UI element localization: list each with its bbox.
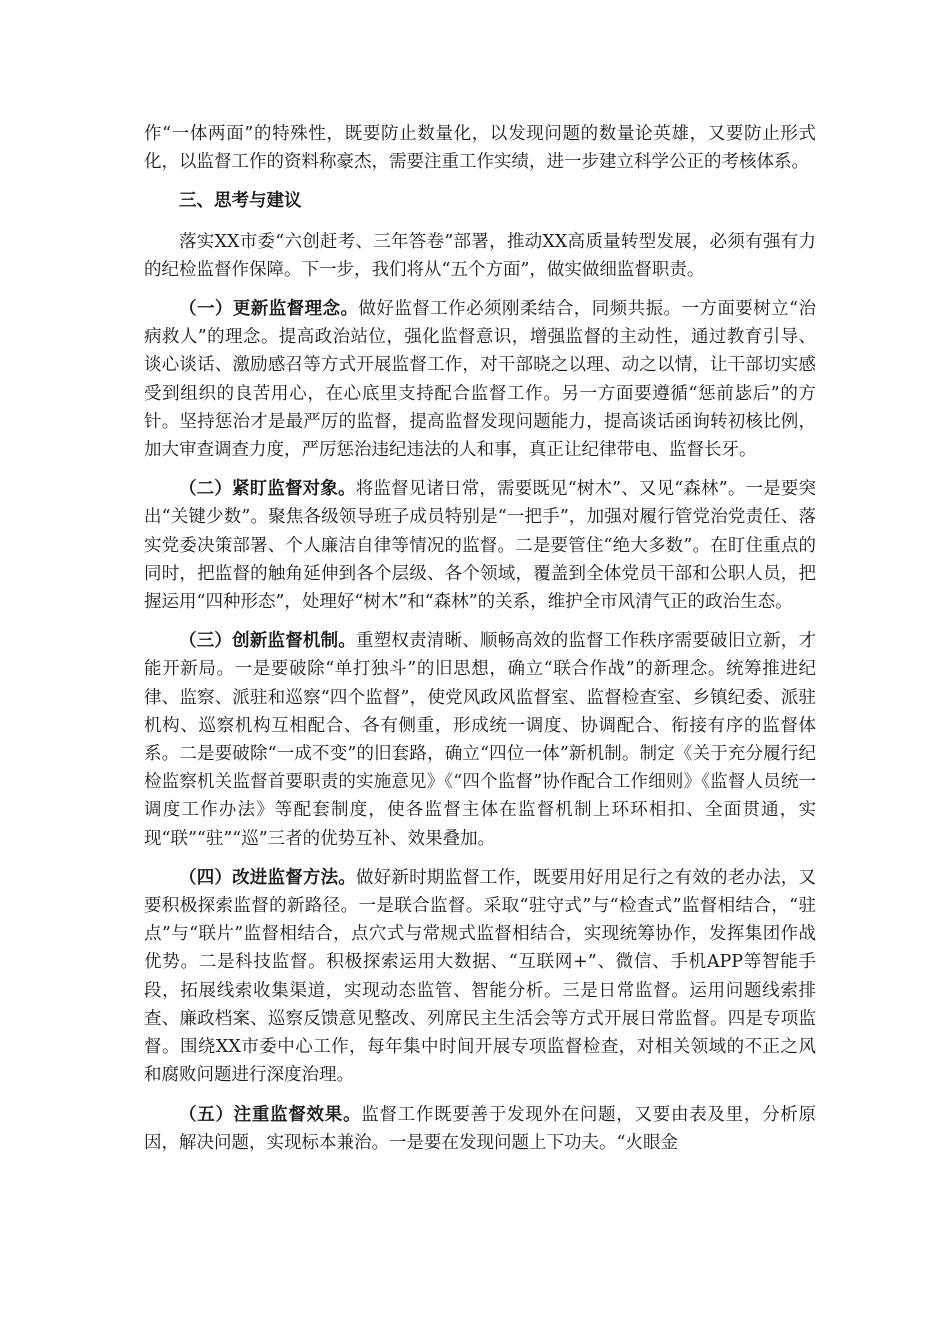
continuation-paragraph: 作“一体两面”的特殊性，既要防止数量化，以发现问题的数量论英雄，又要防止形式化，以监督工作的资料称豪杰，需要注重工作实绩，进一步建立科学公正的考核体系。 xyxy=(144,124,816,173)
item-body: 重塑权责清晰、顺畅高效的监督工作秩序需要破旧立新，才能开新局。一是要破除“单打独斗”的旧思想，确立“联合作战”的新理念。统筹推进纪律、监察、派驻和巡察“四个监督”，使党风政风监督室、监督检查室、乡镇纪委、派驻机构、巡察机构互相配合、各有侧重，形成统一调度、协调配合、衔接有序的监督体系。二是要破除“一成不变”的旧套路，确立“四位一体”新机制。制定《关于充分履行纪检监察机关监督首要职责的实施意见》《“四个监督”协作配合工作细则》《监督人员统一调度工作办法》等配套制度，使各监督主体在监督机制上环环相扣、全面贯通，实现“联”“驻”“巡”三者的优势互补、效果叠加。 xyxy=(144,631,816,849)
item-lead: （四）改进监督方法。 xyxy=(179,867,356,888)
item-body: 做好新时期监督工作，既要用好用足行之有效的老办法，又要积极探索监督的新路径。一是联合监督。采取“驻守式”与“检查式”监督相结合，“驻点”与“联片”监督相结合，点穴式与常规式监督相结合，实现统筹协作，发挥集团作战优势。二是科技监督。积极探索运用大数据、“互联网+”、微信、手机APP等智能手段，拓展线索收集渠道，实现动态监管、智能分析。三是日常监督。运用问题线索排查、廉政档案、巡察反馈意见整改、列席民主生活会等方式开展日常监督。四是专项监督。围绕XX市委中心工作，每年集中时间开展专项监督检查，对相关领域的不正之风和腐败问题进行深度治理。 xyxy=(144,867,816,1086)
item-paragraph-4 xyxy=(144,864,816,1090)
item-lead: （二）紧盯监督对象。 xyxy=(179,479,356,500)
item-paragraph-1 xyxy=(144,295,816,464)
item-lead: （一）更新监督理念。 xyxy=(179,299,359,320)
item-body: 做好监督工作必须刚柔结合，同频共振。一方面要树立“治病救人”的理念。提高政治站位，强化监督意识，增强监督的主动性，通过教育引导、谈心谈话、激励感召等方式开展监督工作，对干部晓之以理、动之以情，让干部切实感受到组织的良苦用心，在心底里支持配合监督工作。另一方面要遵循“惩前毖后”的方针。坚持惩治才是最严厉的监督，提高监督发现问题能力，提高谈话函询转初核比例，加大审查调查力度，严厉惩治违纪违法的人和事，真正让纪律带电、监督长牙。 xyxy=(144,299,817,461)
item-body: 将监督见诸日常，需要既见“树木”、又见“森林”。一是要突出“关键少数”。聚焦各级领导班子成员特别是“一把手”，加强对履行管党治党责任、落实党委决策部署、个人廉洁自律等情况的监督。二是要管住“绝大多数”。在盯住重点的同时，把监督的触角延伸到各个层级、各个领域，覆盖到全体党员干部和公职人员，把握运用“四种形态”，处理好“树木”和“森林”的关系，维护全市风清气正的政治生态。 xyxy=(144,479,816,613)
item-lead: （三）创新监督机制。 xyxy=(179,631,356,652)
item-paragraph-2 xyxy=(144,475,816,616)
item-paragraph-5 xyxy=(144,1101,816,1157)
intro-paragraph: 落实XX市委“六创赶考、三年答卷”部署，推动XX高质量转型发展，必须有强有力的纪检监督作保障。下一步，我们将从“五个方面”，做实做细监督职责。 xyxy=(144,231,816,280)
item-lead: （五）注重监督效果。 xyxy=(179,1104,362,1125)
document-page xyxy=(144,120,816,1168)
section-heading: 三、思考与建议 xyxy=(179,191,302,212)
item-body: 监督工作既要善于发现外在问题，又要由表及里，分析原因，解决问题，实现标本兼治。一是要在发现问题上下功夫。“火眼金 xyxy=(144,1104,817,1153)
item-paragraph-3 xyxy=(144,627,816,853)
